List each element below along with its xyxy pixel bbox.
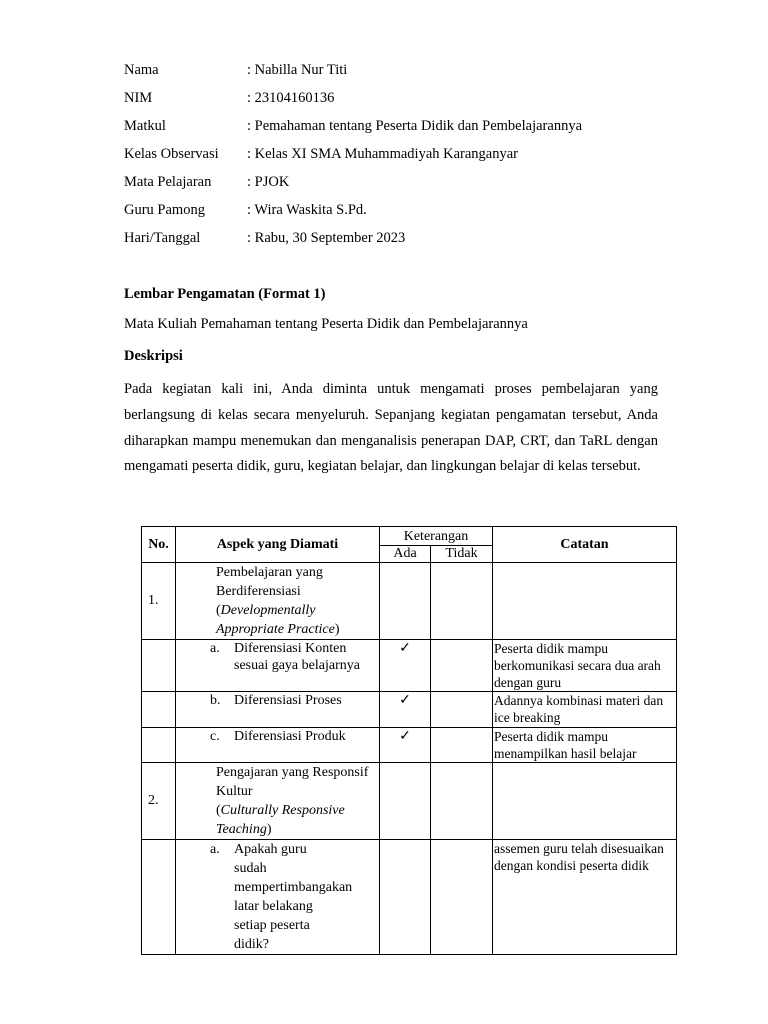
description-paragraph: Pada kegiatan kali ini, Anda diminta untuk mengamati proses pembelajaran yang berlangsung di kelas secara menyeluruh. Sepanjang kegiatan pengamatan tersebut, Anda diharapkan mampu menemukan dan menganalisis penerapan DAP, CRT, dan TaRL dengan mengamati peserta didik, guru, kegiatan belajar, dan lingkungan belajar di kelas tersebut.	[124, 381, 658, 475]
aspect-item-cell	[176, 692, 380, 728]
tidak-cell	[431, 728, 493, 763]
observation-table	[141, 526, 677, 955]
item-text: Diferensiasi Konten sesuai gaya belajarnya	[234, 641, 360, 673]
table-row	[142, 692, 677, 728]
identity-label: NIM	[124, 90, 153, 106]
ada-cell	[380, 563, 431, 640]
identity-value: : PJOK	[247, 174, 290, 190]
identity-label: Hari/Tanggal	[124, 230, 201, 246]
item-note: Peserta didik mampu menampilkan hasil belajar	[493, 728, 677, 763]
catatan-cell	[493, 563, 677, 640]
section-title-en: Culturally Responsive Teaching	[216, 803, 345, 837]
no-cell	[142, 840, 176, 955]
item-letter: b.	[210, 693, 221, 708]
item-letter: c.	[210, 729, 220, 744]
identity-value: : Kelas XI SMA Muhammadiyah Karanganyar	[247, 146, 519, 162]
no-cell	[142, 640, 176, 692]
header-no: No.	[142, 527, 176, 563]
aspect-item-cell	[176, 728, 380, 763]
tidak-cell	[431, 692, 493, 728]
identity-value: : Rabu, 30 September 2023	[247, 230, 406, 246]
table-header-row	[142, 527, 677, 546]
header-tidak: Tidak	[431, 546, 493, 563]
header-keterangan: Keterangan	[380, 527, 493, 546]
sheet-title: Lembar Pengamatan (Format 1)	[124, 286, 326, 302]
item-note: assemen guru telah disesuaikan dengan kondisi peserta didik	[493, 840, 677, 955]
section-title-cell	[176, 763, 380, 840]
table-row	[142, 728, 677, 763]
ada-cell	[380, 763, 431, 840]
tidak-cell	[431, 840, 493, 955]
identity-value: : 23104160136	[247, 90, 335, 106]
identity-label: Matkul	[124, 118, 166, 134]
paren-open: (	[216, 603, 221, 618]
table-row	[142, 840, 677, 955]
identity-value: : Pemahaman tentang Peserta Didik dan Pembelajarannya	[247, 118, 583, 134]
tidak-cell	[431, 763, 493, 840]
aspect-item-cell	[176, 840, 380, 955]
no-cell	[142, 692, 176, 728]
header-ada: Ada	[380, 546, 431, 563]
section-title: Pengajaran yang Responsif Kultur	[216, 765, 369, 799]
item-text: Diferensiasi Produk	[234, 729, 346, 744]
item-note: Adannya kombinasi materi dan ice breaking	[493, 692, 677, 728]
item-text: Diferensiasi Proses	[234, 693, 342, 708]
item-letter: a.	[210, 842, 220, 857]
aspect-item-cell	[176, 640, 380, 692]
section-title-cell	[176, 563, 380, 640]
section-number: 1.	[142, 563, 176, 640]
identity-label: Nama	[124, 62, 159, 78]
check-icon: ✓	[380, 728, 431, 763]
paren-open: (	[216, 803, 221, 818]
no-cell	[142, 728, 176, 763]
section-title-en: Developmentally Appropriate Practice	[216, 603, 335, 637]
check-icon: ✓	[380, 640, 431, 692]
tidak-cell	[431, 563, 493, 640]
item-letter: a.	[210, 641, 220, 656]
item-text: Apakah guru sudah mempertimbangakan latar belakang setiap peserta didik?	[234, 842, 353, 952]
item-note: Peserta didik mampu berkomunikasi secara dua arah dengan guru	[493, 640, 677, 692]
section-number: 2.	[142, 763, 176, 840]
course-line: Mata Kuliah Pemahaman tentang Peserta Didik dan Pembelajarannya	[124, 316, 528, 332]
table-row	[142, 763, 677, 840]
header-aspek: Aspek yang Diamati	[176, 527, 380, 563]
table-row	[142, 563, 677, 640]
ada-cell	[380, 840, 431, 955]
tidak-cell	[431, 640, 493, 692]
identity-label: Kelas Observasi	[124, 146, 219, 162]
paren-close: )	[266, 822, 272, 837]
identity-label: Guru Pamong	[124, 202, 205, 218]
header-catatan: Catatan	[493, 527, 677, 563]
section-title: Pembelajaran yang Berdiferensiasi	[216, 565, 323, 599]
identity-value: : Wira Waskita S.Pd.	[247, 202, 367, 218]
paren-close: )	[334, 622, 340, 637]
identity-value: : Nabilla Nur Titi	[247, 62, 348, 78]
identity-label: Mata Pelajaran	[124, 174, 212, 190]
check-icon: ✓	[380, 692, 431, 728]
catatan-cell	[493, 763, 677, 840]
table-row	[142, 640, 677, 692]
description-heading: Deskripsi	[124, 348, 183, 364]
